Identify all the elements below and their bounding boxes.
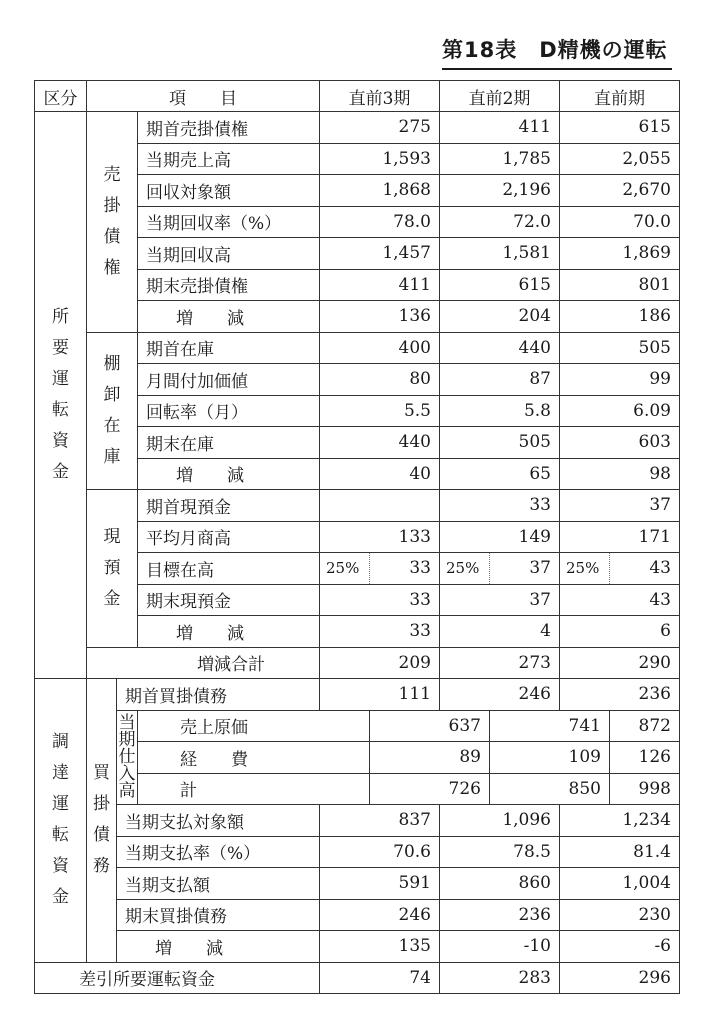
- value-cell: 65: [440, 458, 560, 490]
- value-cell: -10: [440, 931, 560, 963]
- row-label: 増 減: [138, 458, 320, 490]
- header-period: 直前3期: [320, 81, 440, 112]
- value-cell: 6.09: [560, 395, 680, 427]
- row-label: 期末在庫: [138, 427, 320, 459]
- value-cell: 1,004: [560, 868, 680, 900]
- table-row: [35, 962, 680, 994]
- header-period: 直前2期: [440, 81, 560, 112]
- value-cell: -6: [560, 931, 680, 963]
- value-cell: 505: [440, 427, 560, 459]
- value-cell: 1,785: [440, 143, 560, 175]
- value-cell: 4: [440, 616, 560, 648]
- value-cell: 741: [490, 710, 610, 742]
- row-label: 当期支払率（%）: [117, 836, 320, 868]
- value-cell: 5.5: [320, 395, 440, 427]
- value-cell: 135: [320, 931, 440, 963]
- row-label: 増減合計: [87, 647, 320, 679]
- row-label: 期首在庫: [138, 332, 320, 364]
- row-label: 売上原価: [138, 710, 370, 742]
- table-row: [35, 899, 680, 931]
- working-capital-table-wrapper: [34, 80, 680, 994]
- value-cell: 109: [490, 742, 610, 774]
- row-label: 計: [138, 773, 370, 805]
- value-cell: 111: [320, 679, 440, 711]
- row-label: 月間付加価値: [138, 364, 320, 396]
- value-cell: 74: [320, 962, 440, 994]
- value-cell: 591: [320, 868, 440, 900]
- group-chotatsu-unten-shikin-text: 調 達 運 転 資 金: [52, 732, 69, 908]
- table-row: [35, 868, 680, 900]
- value-cell: 6: [560, 616, 680, 648]
- value-cell: 89: [370, 742, 490, 774]
- value-cell: 5.8: [440, 395, 560, 427]
- value-cell: 850: [490, 773, 610, 805]
- row-label: 当期回収率（%）: [138, 206, 320, 238]
- value-cell: 505: [560, 332, 680, 364]
- target-ratio: 25%: [320, 553, 370, 585]
- value-cell: 275: [320, 112, 440, 144]
- value-cell: 400: [320, 332, 440, 364]
- value-cell: 230: [560, 899, 680, 931]
- value-cell: 1,581: [440, 238, 560, 270]
- table-row: [35, 679, 680, 711]
- value-cell: 99: [560, 364, 680, 396]
- value-cell: 615: [560, 112, 680, 144]
- value-cell: 33: [440, 490, 560, 522]
- group-shoyou-unten-shikin: [35, 112, 87, 679]
- value-cell: 236: [560, 679, 680, 711]
- row-label: 当期支払額: [117, 868, 320, 900]
- value-cell: 440: [320, 427, 440, 459]
- table-row: [35, 112, 680, 144]
- subgroup-urikake-saiken: [87, 112, 138, 333]
- value-cell: 133: [320, 521, 440, 553]
- subgroup-urikake-saiken-text: 売 掛 債 権: [103, 164, 121, 278]
- value-cell: 80: [320, 364, 440, 396]
- row-label: 増 減: [138, 616, 320, 648]
- target-ratio: 25%: [440, 553, 490, 585]
- group-chotatsu-unten-shikin: [35, 679, 87, 963]
- value-cell: 37: [440, 584, 560, 616]
- value-cell: 440: [440, 332, 560, 364]
- row-label: 平均月商高: [138, 521, 320, 553]
- value-cell: 33: [320, 616, 440, 648]
- row-label: 期首買掛債務: [117, 679, 320, 711]
- header-koumoku: 項 目: [87, 81, 320, 112]
- value-cell: 171: [560, 521, 680, 553]
- value-cell: 149: [440, 521, 560, 553]
- value-cell: 78.5: [440, 836, 560, 868]
- subgroup-genyokin: [87, 490, 138, 648]
- row-label: 経 費: [138, 742, 370, 774]
- value-cell: 273: [440, 647, 560, 679]
- value-cell: 98: [560, 458, 680, 490]
- working-capital-table: [34, 80, 680, 994]
- row-label: 期首売掛債権: [138, 112, 320, 144]
- value-cell: 43: [560, 584, 680, 616]
- page-title: 第18表 D精機の運転: [442, 34, 672, 70]
- value-cell: 296: [560, 962, 680, 994]
- row-label: 増 減: [138, 301, 320, 333]
- row-label: 差引所要運転資金: [35, 962, 320, 994]
- value-cell: 43: [610, 553, 680, 585]
- value-cell: 136: [320, 301, 440, 333]
- subgroup-tanaoroshi-zaiko-text: 棚 卸 在 庫: [103, 353, 121, 467]
- row-label: 当期売上高: [138, 143, 320, 175]
- value-cell: 283: [440, 962, 560, 994]
- subgroup-toki-shiiredaka-text: 当 期 仕 入 高: [118, 712, 136, 801]
- subgroup-kaikake-saimu-text: 買 掛 債 務: [93, 763, 110, 877]
- row-label: 回転率（月）: [138, 395, 320, 427]
- value-cell: 998: [610, 773, 680, 805]
- value-cell: 37: [490, 553, 560, 585]
- value-cell: 246: [440, 679, 560, 711]
- value-cell: 872: [610, 710, 680, 742]
- value-cell: 1,096: [440, 805, 560, 837]
- value-cell: 2,670: [560, 175, 680, 207]
- target-ratio: 25%: [560, 553, 610, 585]
- value-cell: 603: [560, 427, 680, 459]
- value-cell: 33: [370, 553, 440, 585]
- value-cell: [320, 490, 440, 522]
- row-label: 当期回収高: [138, 238, 320, 270]
- table-row: [35, 647, 680, 679]
- table-row: [35, 805, 680, 837]
- value-cell: 81.4: [560, 836, 680, 868]
- value-cell: 801: [560, 269, 680, 301]
- subgroup-kaikake-saimu: [87, 679, 117, 963]
- value-cell: 1,234: [560, 805, 680, 837]
- value-cell: 290: [560, 647, 680, 679]
- value-cell: 87: [440, 364, 560, 396]
- value-cell: 37: [560, 490, 680, 522]
- value-cell: 33: [320, 584, 440, 616]
- table-row: [35, 490, 680, 522]
- value-cell: 40: [320, 458, 440, 490]
- table-row: [35, 931, 680, 963]
- value-cell: 411: [440, 112, 560, 144]
- value-cell: 186: [560, 301, 680, 333]
- row-label: 当期支払対象額: [117, 805, 320, 837]
- value-cell: 209: [320, 647, 440, 679]
- value-cell: 2,196: [440, 175, 560, 207]
- value-cell: 78.0: [320, 206, 440, 238]
- value-cell: 204: [440, 301, 560, 333]
- value-cell: 637: [370, 710, 490, 742]
- row-label: 回収対象額: [138, 175, 320, 207]
- group-shoyou-unten-shikin-text: 所 要 運 転 資 金: [52, 307, 69, 482]
- row-label: 期末現預金: [138, 584, 320, 616]
- value-cell: 72.0: [440, 206, 560, 238]
- value-cell: 615: [440, 269, 560, 301]
- value-cell: 837: [320, 805, 440, 837]
- header-row: [35, 81, 680, 112]
- value-cell: 726: [370, 773, 490, 805]
- value-cell: 70.0: [560, 206, 680, 238]
- value-cell: 411: [320, 269, 440, 301]
- value-cell: 126: [610, 742, 680, 774]
- value-cell: 70.6: [320, 836, 440, 868]
- row-label: 期首現預金: [138, 490, 320, 522]
- value-cell: 1,869: [560, 238, 680, 270]
- row-label: 期末売掛債権: [138, 269, 320, 301]
- subgroup-genyokin-text: 現 預 金: [103, 526, 121, 609]
- value-cell: 236: [440, 899, 560, 931]
- value-cell: 1,593: [320, 143, 440, 175]
- table-row: [35, 710, 680, 742]
- value-cell: 860: [440, 868, 560, 900]
- header-kubun: 区分: [35, 81, 87, 112]
- row-label: 増 減: [117, 931, 320, 963]
- subgroup-tanaoroshi-zaiko: [87, 332, 138, 490]
- value-cell: 2,055: [560, 143, 680, 175]
- row-label: 期末買掛債務: [117, 899, 320, 931]
- value-cell: 1,457: [320, 238, 440, 270]
- subgroup-toki-shiiredaka: [117, 710, 138, 805]
- row-label: 目標在高: [138, 553, 320, 585]
- table-row: [35, 836, 680, 868]
- value-cell: 1,868: [320, 175, 440, 207]
- value-cell: 246: [320, 899, 440, 931]
- header-period: 直前期: [560, 81, 680, 112]
- table-row: [35, 332, 680, 364]
